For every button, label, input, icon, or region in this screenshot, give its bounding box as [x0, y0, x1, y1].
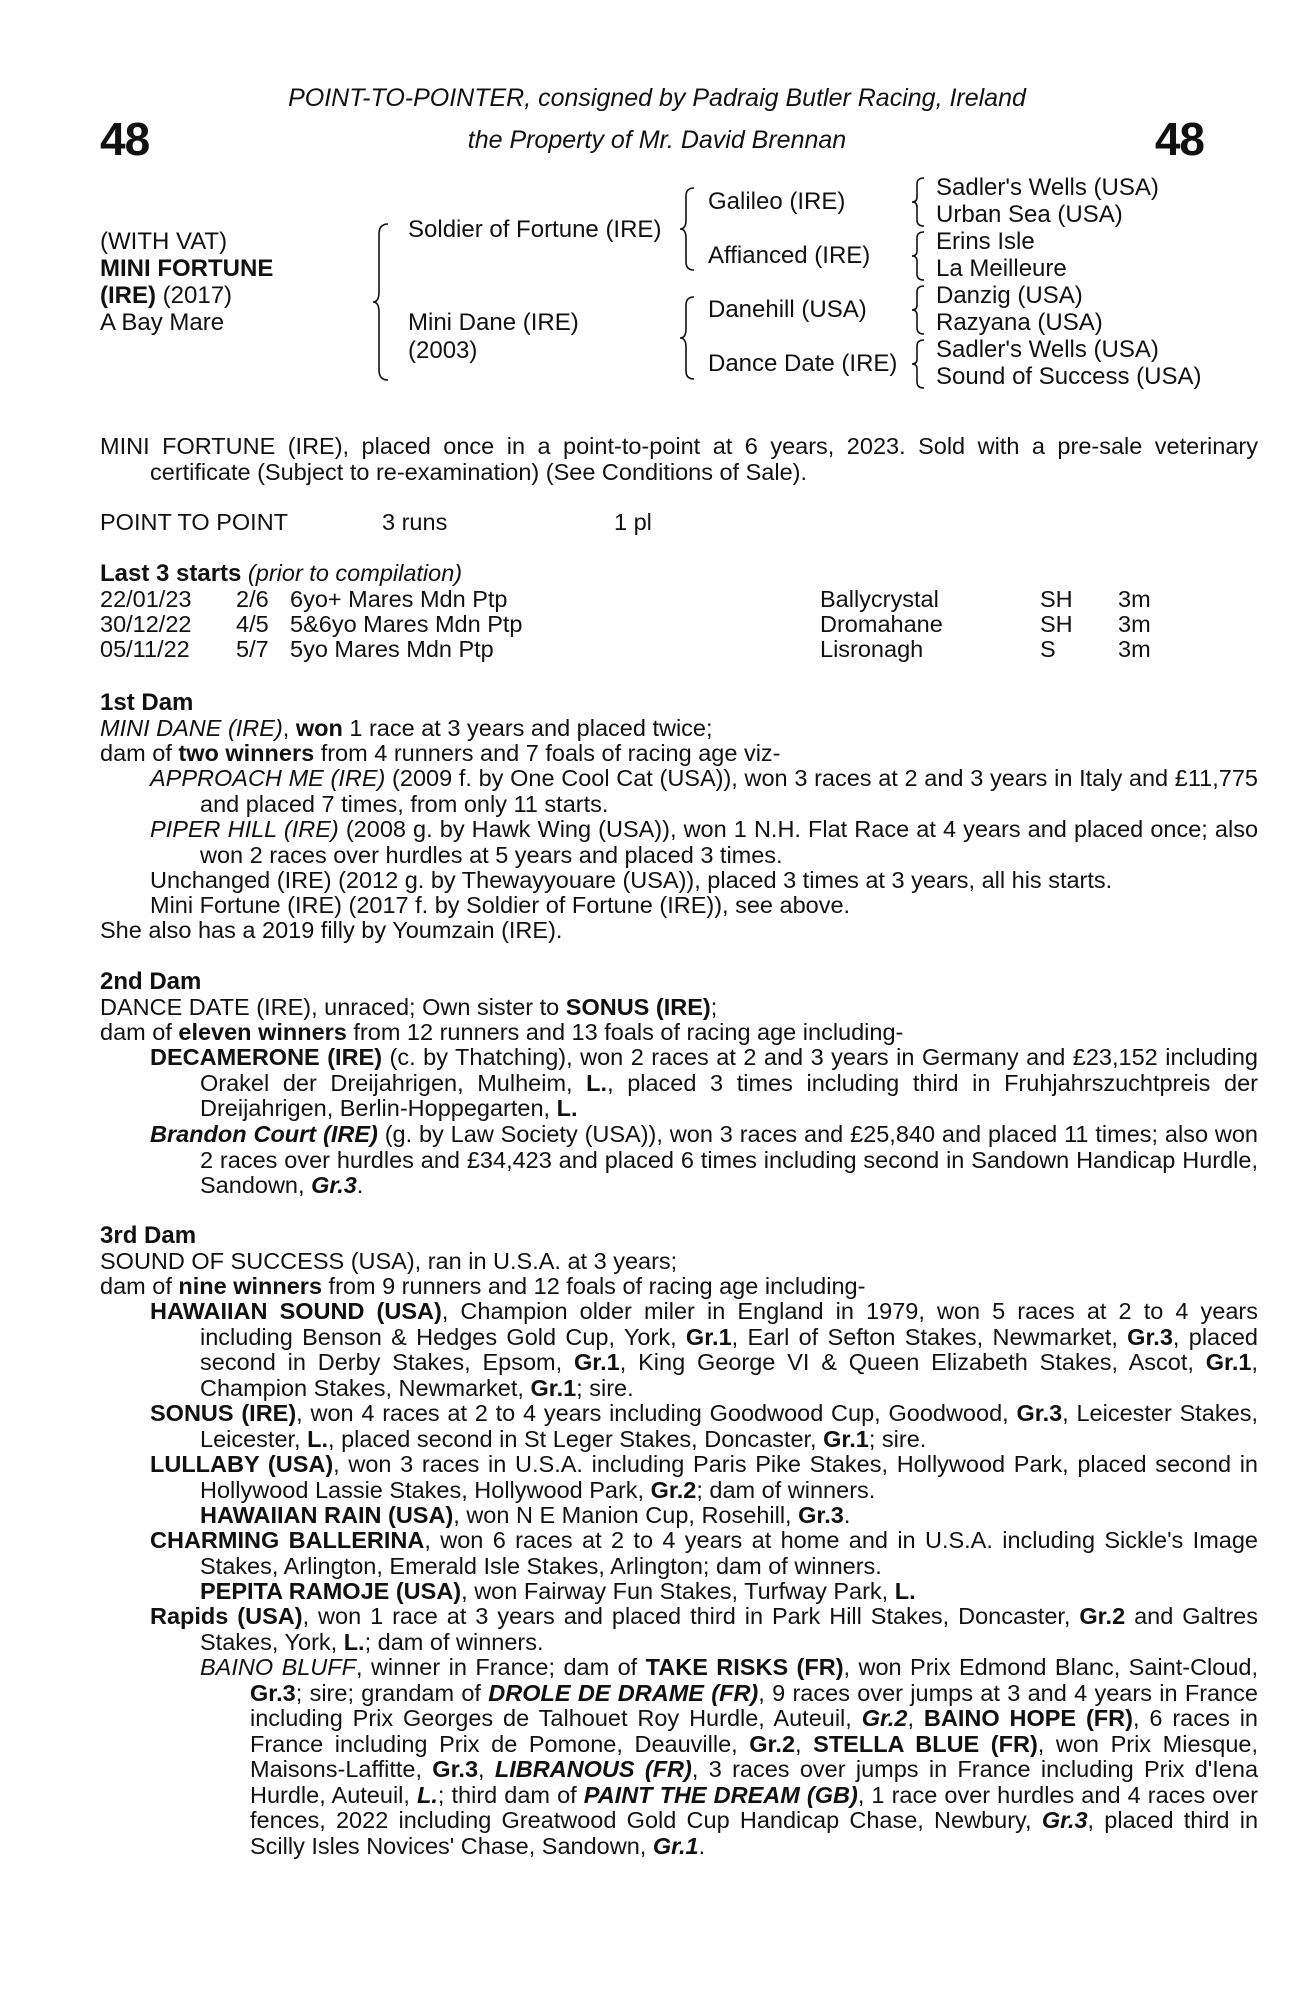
- header-consignor: POINT-TO-POINTER, consigned by Padraig Butler Racing, Ireland: [288, 84, 1026, 112]
- text: from 12 runners and 13 foals of racing age including-: [346, 1019, 904, 1045]
- start-position: 2/6: [236, 586, 269, 612]
- text: DANCE DATE (IRE), unraced; Own sister to: [100, 993, 566, 1020]
- group-badge: Gr.3: [1041, 1807, 1088, 1833]
- group-badge: Gr.2: [749, 1730, 796, 1757]
- start-date: 22/01/23: [100, 586, 192, 612]
- text: .: [698, 1832, 706, 1859]
- group-badge: Gr.1: [1205, 1349, 1252, 1375]
- start-going: SH: [1040, 611, 1073, 637]
- group-badge: Gr.2: [861, 1705, 908, 1731]
- horse-description: A Bay Mare: [100, 309, 225, 336]
- text: from 4 runners and 7 foals of racing age viz-: [314, 740, 781, 766]
- pedigree-gen3-7: Sadler's Wells (USA): [936, 336, 1159, 363]
- start-going: SH: [1040, 586, 1073, 612]
- group-badge: Gr.2: [1079, 1603, 1126, 1629]
- pedigree-gen3-8: Sound of Success (USA): [936, 363, 1202, 390]
- text: , 1 race over hurdles and 4 races over fences, 2022 including Greatwood Gold Cup Handicap Chase, Newbury,: [250, 1781, 1258, 1833]
- text: ,: [795, 1730, 814, 1757]
- text: , Champion older miler in England in 1979, won 5 races at 2 to 4 years including Benson & Hedges Gold Cup, York,: [200, 1298, 1258, 1350]
- produce-record: (2008 g. by Hawk Wing (USA)), won 1 N.H. Flat Race at 4 years and placed once; also won 2 races over hurdles at 5 years and placed 3 times.: [200, 816, 1259, 868]
- produce-entry: [150, 817, 1258, 868]
- produce-name: Rapids (USA): [150, 1603, 303, 1629]
- produce-entry: [150, 766, 1258, 817]
- produce-name: LIBRANOUS (FR): [494, 1756, 692, 1782]
- text: , placed second in Derby Stakes, Epsom,: [200, 1323, 1259, 1375]
- first-dam-record: 1 race at 3 years and placed twice;: [342, 714, 713, 741]
- pedigree-gen3-4: La Meilleure: [936, 255, 1067, 282]
- second-dam-line: [100, 995, 1208, 1021]
- pedigree-brace-g1: [910, 176, 928, 228]
- pedigree-brace-g4: [910, 338, 928, 390]
- horse-year: (2017): [156, 282, 233, 309]
- pedigree-gen3-3: Erins Isle: [936, 228, 1035, 255]
- start-row: [100, 612, 1208, 638]
- text: , 9 races over jumps at 3 and 4 years in France including Prix Georges de Talhouet Roy Hurdle, Auteuil,: [250, 1679, 1259, 1731]
- first-dam-produce-line: [100, 741, 1208, 767]
- second-dam-produce-line: [100, 1020, 1208, 1046]
- start-course: Lisronagh: [820, 636, 924, 662]
- text: .: [356, 1172, 364, 1198]
- text: , won 4 races at 2 to 4 years including Goodwood Cup, Goodwood,: [296, 1400, 1017, 1426]
- grand-produce-entry: [200, 1579, 1208, 1605]
- group-badge: Gr.3: [1127, 1323, 1173, 1350]
- horse-identity: [100, 228, 273, 336]
- start-position: 5/7: [236, 636, 269, 662]
- group-badge: Gr.2: [650, 1476, 697, 1503]
- text: ; dam of winners.: [696, 1476, 876, 1503]
- first-dam-line: [100, 716, 1208, 742]
- third-dam-section: [100, 1223, 1208, 1300]
- start-going: S: [1040, 636, 1056, 662]
- starts-note: (prior to compilation): [241, 560, 463, 586]
- text: ; sire.: [576, 1374, 634, 1401]
- produce-name: HAWAIIAN SOUND (USA): [150, 1298, 442, 1324]
- text: , 3 races over jumps in France including Prix d'Iena Hurdle, Auteuil,: [250, 1756, 1259, 1808]
- produce-name: APPROACH ME (IRE): [150, 765, 386, 791]
- produce-name: PAINT THE DREAM (GB): [583, 1781, 858, 1808]
- text: (g. by Law Society (USA)), won 3 races and £25,840 and placed 11 times; also won 2 races over hurdles and £34,423 and placed 6 times including second in Sandown Handicap Hurdle, Sandown,: [200, 1121, 1259, 1198]
- group-badge: Gr.1: [652, 1832, 699, 1859]
- listed-badge: L.: [586, 1069, 608, 1096]
- group-badge: Gr.3: [798, 1502, 844, 1528]
- text: dam of: [100, 1019, 179, 1045]
- group-badge: Gr.1: [685, 1323, 732, 1350]
- start-distance: 3m: [1118, 636, 1151, 662]
- third-dam-line: SOUND OF SUCCESS (USA), ran in U.S.A. at 3 years;: [100, 1247, 678, 1274]
- produce-entry: Mini Fortune (IRE) (2017 f. by Soldier of Fortune (IRE)), see above.: [150, 892, 851, 918]
- text: dam of: [100, 1273, 179, 1299]
- start-distance: 3m: [1118, 611, 1151, 637]
- produce-entry: [150, 1122, 1258, 1199]
- first-dam-heading: 1st Dam: [100, 689, 194, 716]
- horse-name: MINI FORTUNE: [100, 255, 274, 282]
- winner-count: nine winners: [178, 1273, 323, 1299]
- pedigree-gen3-6: Razyana (USA): [936, 309, 1103, 336]
- start-date: 30/12/22: [100, 611, 192, 637]
- text: ,: [907, 1705, 924, 1731]
- start-row: [100, 637, 1208, 663]
- text: ; sire.: [868, 1425, 927, 1452]
- produce-name: STELLA BLUE (FR): [813, 1730, 1038, 1757]
- lot-number-right: 48: [1154, 113, 1204, 165]
- starts-title: Last 3 starts: [100, 560, 242, 587]
- text: ; sire; grandam of: [295, 1679, 489, 1706]
- group-badge: Gr.1: [574, 1349, 620, 1375]
- text: (c. by Thatching), won 2 races at 2 and 3 years in Germany and £23,152 including Orakel der Dreijahrigen, Mulheim,: [200, 1044, 1258, 1096]
- horse-country-year: [100, 282, 273, 309]
- pedigree-main-brace: [372, 222, 392, 382]
- start-distance: 3m: [1118, 586, 1151, 612]
- first-dam-won: won: [295, 714, 343, 741]
- produce-name: Brandon Court (IRE): [150, 1121, 378, 1147]
- listed-badge: L.: [894, 1578, 916, 1604]
- group-badge: Gr.1: [530, 1374, 577, 1401]
- pedigree-gen3-1: Sadler's Wells (USA): [936, 174, 1159, 201]
- second-dam-heading: 2nd Dam: [100, 968, 202, 995]
- group-badge: Gr.3: [1016, 1400, 1063, 1426]
- text: , Earl of Sefton Stakes, Newmarket,: [731, 1323, 1128, 1350]
- vat-note: (WITH VAT): [100, 228, 228, 255]
- race-summary: MINI FORTUNE (IRE), placed once in a point-to-point at 6 years, 2023. Sold with a pre-sale veterinary certificate (Subject to re-examination) (See Conditions of Sale).: [100, 433, 1258, 485]
- header-owner: the Property of Mr. David Brennan: [467, 126, 847, 154]
- text: , won Fairway Fun Stakes, Turfway Park,: [461, 1578, 895, 1604]
- text: , won 1 race at 3 years and placed third in Park Hill Stakes, Doncaster,: [302, 1603, 1080, 1629]
- produce-entry: [150, 1299, 1258, 1401]
- point-to-point-record: [100, 510, 1208, 536]
- text: ,: [478, 1756, 495, 1782]
- group-badge: Gr.3: [311, 1172, 357, 1198]
- text: , won 6 races at 2 to 4 years at home and in U.S.A. including Sickle's Image Stakes, Arlington, Emerald Isle Stakes, Arlington; dam of winners.: [200, 1527, 1258, 1579]
- produce-name: HAWAIIAN RAIN (USA): [200, 1502, 454, 1528]
- listed-badge: L.: [417, 1781, 438, 1808]
- starts-heading: [100, 561, 1208, 587]
- text: .: [843, 1502, 851, 1528]
- produce-name: CHARMING BALLERINA: [150, 1527, 425, 1553]
- text: ; third dam of: [437, 1781, 584, 1808]
- pedigree-dam: Mini Dane (IRE): [408, 309, 579, 336]
- third-dam-produce-line: [100, 1274, 1208, 1300]
- first-dam-section: [100, 690, 1208, 767]
- separator: ,: [282, 714, 296, 741]
- produce-name: LULLABY (USA): [150, 1451, 334, 1477]
- produce-entry: [150, 1401, 1258, 1452]
- pedigree-sire-dam: Affianced (IRE): [708, 242, 871, 269]
- group-badge: Gr.1: [823, 1425, 869, 1452]
- pedigree-brace-g3: [910, 284, 928, 336]
- text: , winner in France; dam of: [356, 1654, 646, 1680]
- text: , placed second in St Leger Stakes, Doncaster,: [328, 1425, 824, 1452]
- text: , placed third in Scilly Isles Novices' Chase, Sandown,: [250, 1807, 1259, 1859]
- text: ; dam of winners.: [364, 1628, 544, 1655]
- produce-entry: [150, 1452, 1258, 1503]
- text: , Champion Stakes, Newmarket,: [200, 1349, 1258, 1401]
- produce-entry: Unchanged (IRE) (2012 g. by Thewayyouare (USA)), placed 3 times at 3 years, all his starts.: [150, 867, 1113, 893]
- record-label: POINT TO POINT: [100, 509, 289, 535]
- record-placed: 1 pl: [614, 509, 652, 535]
- text: and Galtres Stakes, York,: [200, 1603, 1258, 1655]
- produce-name: SONUS (IRE): [150, 1400, 297, 1426]
- start-position: 4/5: [236, 611, 269, 637]
- text: from 9 runners and 12 foals of racing age including-: [322, 1273, 866, 1299]
- start-row: [100, 587, 1208, 613]
- first-dam-name: MINI DANE (IRE): [100, 714, 283, 741]
- listed-badge: L.: [307, 1425, 329, 1452]
- produce-entry: [150, 1045, 1258, 1122]
- pedigree-brace-g2: [910, 230, 928, 282]
- group-badge: Gr.3: [432, 1756, 479, 1782]
- produce-name: PEPITA RAMOJE (USA): [200, 1578, 462, 1604]
- produce-name: PIPER HILL (IRE): [150, 816, 339, 842]
- produce-name: BAINO HOPE (FR): [923, 1705, 1133, 1731]
- pedigree-gen3-2: Urban Sea (USA): [936, 201, 1123, 228]
- start-course: Dromahane: [820, 611, 943, 637]
- produce-entry: [150, 1528, 1258, 1579]
- text: , won Prix Edmond Blanc, Saint-Cloud,: [843, 1654, 1258, 1680]
- produce-name: DECAMERONE (IRE): [150, 1044, 383, 1070]
- produce-note: She also has a 2019 filly by Youmzain (IRE).: [100, 917, 563, 943]
- text: , won N E Manion Cup, Rosehill,: [453, 1502, 799, 1528]
- lot-number-left: 48: [100, 113, 150, 165]
- text: , won 3 races in U.S.A. including Paris Pike Stakes, Hollywood Park, placed second in Hollywood Lassie Stakes, Hollywood Park,: [200, 1451, 1258, 1503]
- text: , 6 races in France including Prix de Pomone, Deauville,: [250, 1705, 1259, 1757]
- pedigree-dam-dam: Dance Date (IRE): [708, 350, 898, 377]
- third-dam-heading: 3rd Dam: [100, 1222, 197, 1249]
- start-race: 6yo+ Mares Mdn Ptp: [290, 586, 508, 612]
- text: , placed 3 times including third in Fruhjahrszuchtpreis der Dreijahrigen, Berlin-Hoppegarten,: [200, 1069, 1258, 1121]
- second-dam-section: [100, 969, 1208, 1046]
- produce-record: (2009 f. by One Cool Cat (USA)), won 3 races at 2 and 3 years in Italy and £11,775 and placed 7 times, from only 11 starts.: [200, 765, 1258, 817]
- text: , Leicester Stakes, Leicester,: [200, 1400, 1258, 1452]
- pedigree-dam-sire: Danehill (USA): [708, 296, 867, 323]
- pedigree-sire-brace: [678, 186, 698, 272]
- pedigree-sire: Soldier of Fortune (IRE): [408, 216, 662, 243]
- produce-name: BAINO BLUFF: [200, 1654, 356, 1680]
- pedigree-gen3-5: Danzig (USA): [936, 282, 1083, 309]
- start-race: 5&6yo Mares Mdn Ptp: [290, 611, 523, 637]
- listed-badge: L.: [343, 1628, 365, 1655]
- pedigree-dam-year: (2003): [408, 337, 478, 364]
- starts-heading-text: [100, 561, 462, 587]
- listed-badge: L.: [556, 1095, 578, 1121]
- grand-produce-entry: [200, 1655, 1258, 1859]
- start-date: 05/11/22: [100, 636, 190, 662]
- grand-produce-entry: [200, 1503, 1208, 1529]
- pedigree-sire-sire: Galileo (IRE): [708, 188, 846, 215]
- produce-entry: [150, 1604, 1258, 1655]
- record-runs: 3 runs: [382, 509, 448, 535]
- produce-name: TAKE RISKS (FR): [645, 1654, 844, 1680]
- produce-name: DROLE DE DRAME (FR): [488, 1679, 759, 1706]
- start-course: Ballycrystal: [820, 586, 939, 612]
- group-badge: Gr.3: [250, 1679, 296, 1706]
- horse-country: (IRE): [100, 282, 156, 309]
- start-race: 5yo Mares Mdn Ptp: [290, 636, 494, 662]
- sister-name: SONUS (IRE): [565, 993, 711, 1020]
- text: , won Prix Miesque, Maisons-Laffitte,: [250, 1730, 1259, 1782]
- pedigree-dam-brace: [678, 295, 698, 381]
- text: , King George VI & Queen Elizabeth Stakes, Ascot,: [619, 1349, 1206, 1375]
- text: ;: [710, 993, 718, 1020]
- text: dam of: [100, 740, 179, 766]
- winner-count: eleven winners: [178, 1019, 347, 1045]
- winner-count: two winners: [178, 740, 315, 766]
